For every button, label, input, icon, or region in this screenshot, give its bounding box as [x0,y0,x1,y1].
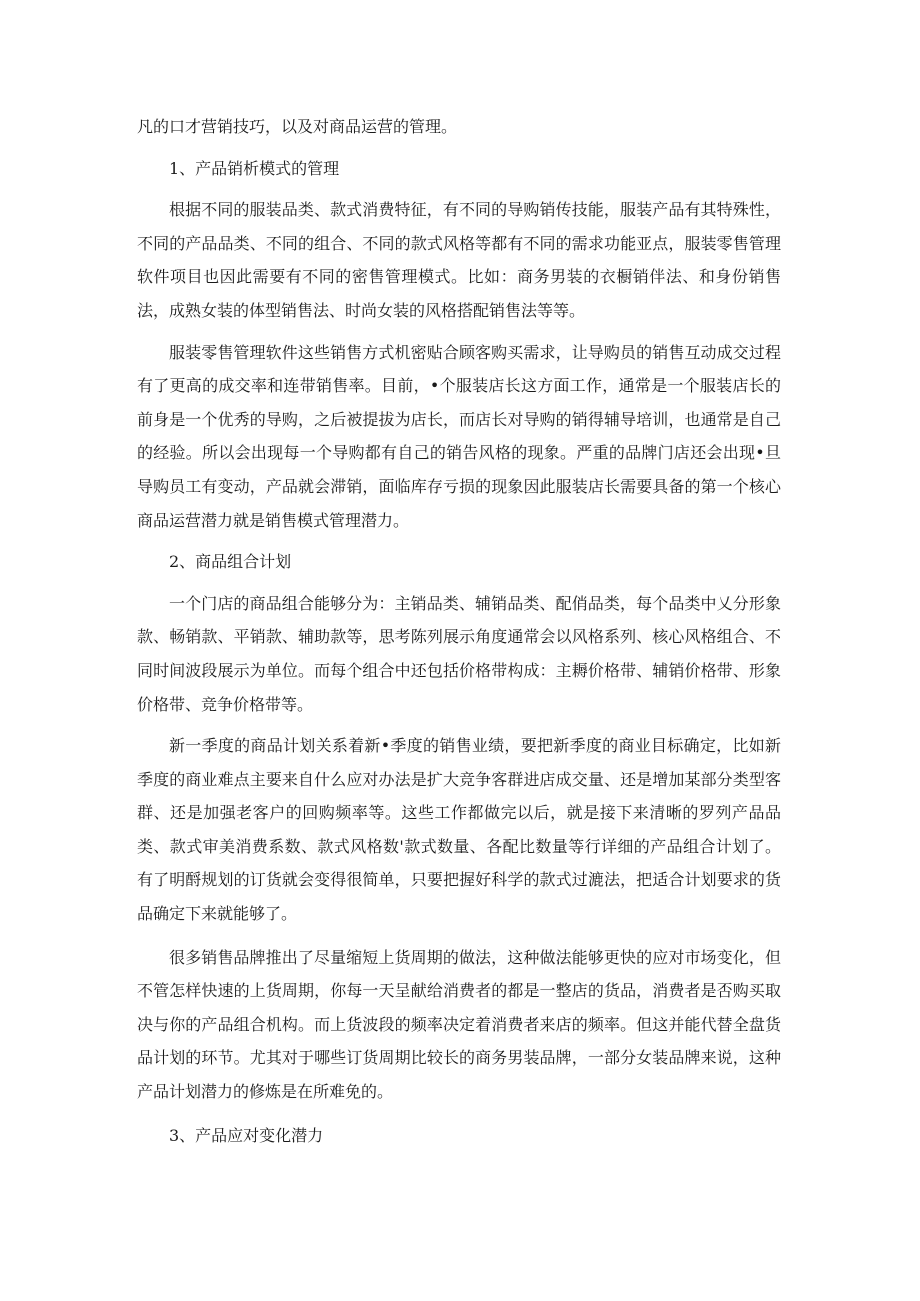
paragraph: 新一季度的商品计划关系着新•季度的销售业绩，要把新季度的商业目标确定，比如新季度的商业难点主要来自什么应对办法是扩大竞争客群进店成交量、还是增加某部分类型客群、还是加强老客户的回购频率等。这些工作都做完以后，就是接下来清晰的罗列产品品类、款式审美消费系数、款式风格数'款式数量、各配比数量等行详细的产品组合计划了。有了明酹规划的订货就会变得很简单，只要把握好科学的款式过漉法，把适合计划要求的货品确定下来就能够了。 [137,736,781,924]
paragraph: 一个门店的商品组合能够分为：主销品类、辅销品类、配俏品类，每个品类中乂分形象款、畅销款、平销款、辅助款等，思考陈列展示角度通常会以风格系列、核心风格组合、不同时间波段展示为单位。而每个组合中还包括价格带构成：主耨价格带、辅销价格带、形象价格带、竞争价格带等。 [137,593,781,714]
paragraph-continuation: 凡的口才营销技巧，以及对商品运营的管理。 [137,117,458,136]
paragraph: 根据不同的服装品类、款式消费特征，有不同的导购销传技能，服装产品有其特殊性，不同的产品品类、不同的组合、不同的款式风格等都有不同的需求功能亚点，服装零售管理软件项目也因此需要有不同的密售管理模式。比如：商务男装的衣橱销伴法、和身份销售法，成熟女装的体型销售法、时尚女装的风格搭配销售法等等。 [137,200,781,320]
section-heading-2: 2、商品组合计划 [169,552,292,572]
paragraph: 很多销售品牌推出了尽量缩短上货周期的做法，这种做法能够更快的应对市场变化，但不管怎样快速的上货周期，你每一天呈献给消费者的都是一整店的货品，消费者是否购买取决与你的产品组合机构。而上货波段的频率决定着消费者来店的频率。但这并能代替全盘货品计划的环节。尤其对于哪些订货周期比较长的商务男装品牌，一部分女装品牌来说，这种产品计划潜力的修炼是在所难免的。 [137,947,781,1102]
document-page [137,110,781,1152]
section-heading-3: 3、产品应对变化潜力 [169,1125,324,1145]
section-heading-1: 1、产品销析模式的管理 [169,158,340,178]
paragraph: 服装零售管理软件这些销售方式机密贴合顾客购买需求，让导购员的销售互动成交过程有了更高的成交率和连带销售率。目前，•个服装店长这方面工作，通常是一个服装店长的前身是一个优秀的导购，之后被提拔为店长，而店长对导购的销得辅导培训，也通常是自己的经验。所以会出现每一个导购都有自己的销告风格的现象。严重的品牌门店还会出现•旦导购员工有变动，产品就会滞销，面临库存亏损的现象因此服装店长需要具备的第一个核心商品运营潜力就是销售模式管理潜力。 [137,342,781,530]
